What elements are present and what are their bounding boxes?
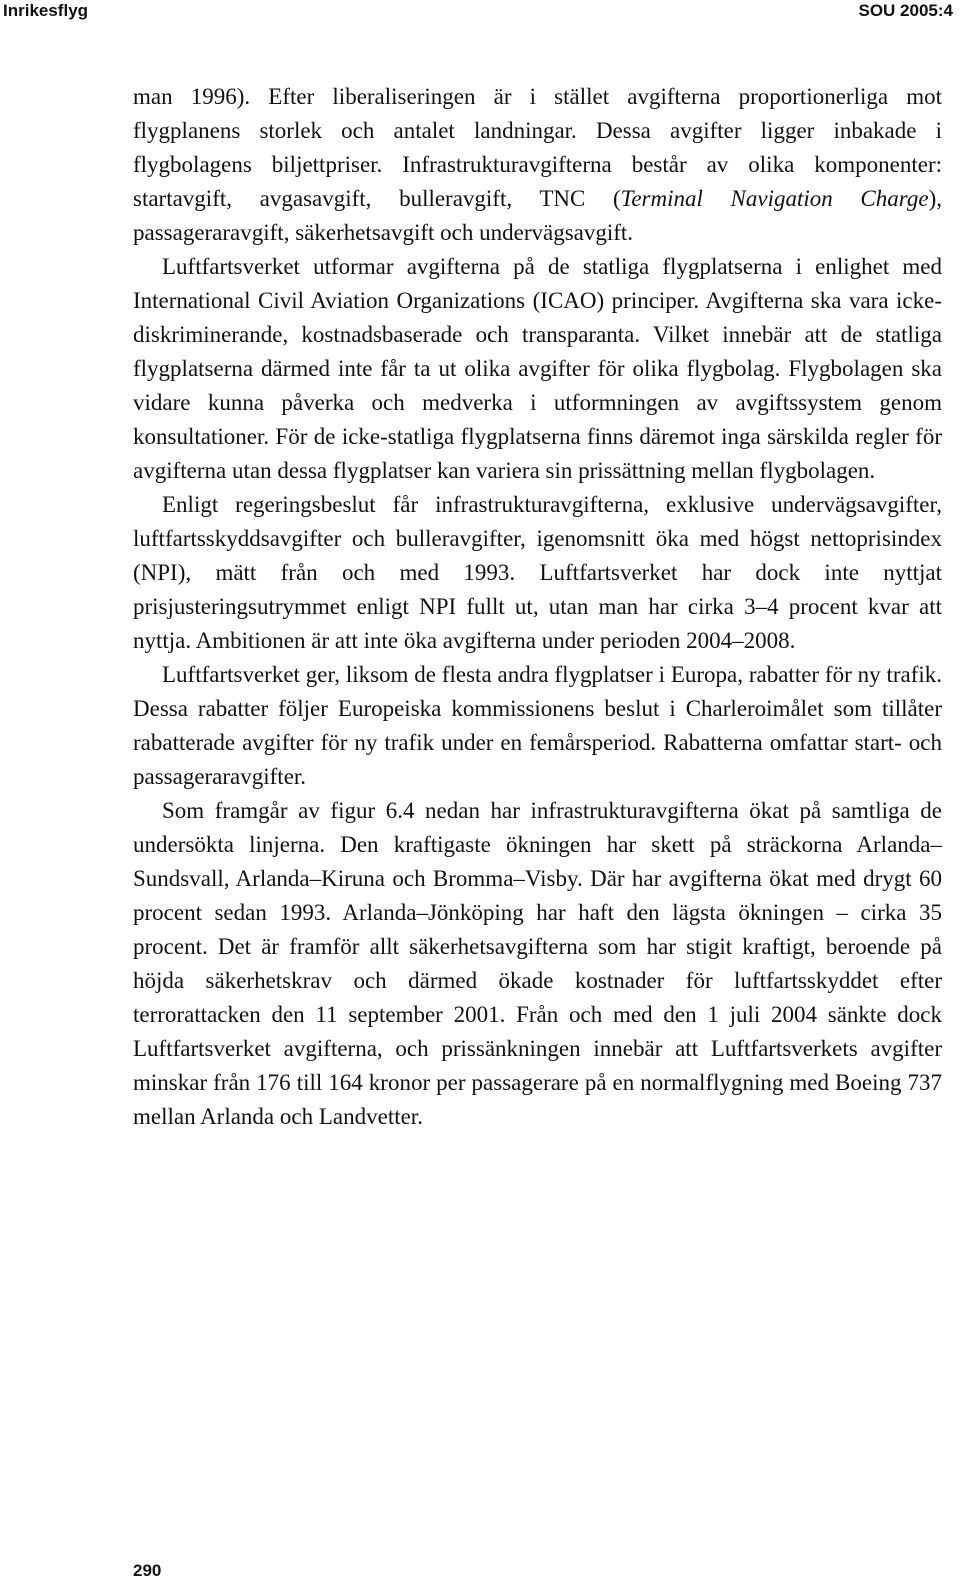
paragraph-1-text-end: ), passageraravgift, säkerhetsavgift och undervägsavgift. bbox=[133, 186, 942, 245]
paragraph-3: Enligt regeringsbeslut får infrastrukturavgifterna, exklusive undervägsavgifter, luftfartsskyddsavgifter och bulleravgifter, igenomsnitt öka med högst nettoprisindex (NPI), mätt från och med 1993. Luftfartsverket har dock inte nyttjat prisjusteringsutrymmet enligt NPI fullt ut, utan man har cirka 3–4 procent kvar att nyttja. Ambitionen är att inte öka avgifterna under perioden 2004–2008. bbox=[133, 492, 942, 653]
header-section-title: Inrikesflyg bbox=[3, 1, 89, 20]
paragraph-1 bbox=[133, 80, 942, 250]
paragraph-1-text-start: man 1996). Efter liberaliseringen är i stället avgifterna proportionerliga mot flygplanens storlek och antalet landningar. Dessa avgifter ligger inbakade i flygbolagens biljettpriser. Infrastrukturavgifterna består av olika komponenter: startavgift, avgasavgift, bulleravgift, TNC ( bbox=[133, 84, 942, 211]
running-header bbox=[0, 0, 960, 26]
paragraph-5: Som framgår av figur 6.4 nedan har infrastrukturavgifterna ökat på samtliga de undersökta linjerna. Den kraftigaste ökningen har skett på sträckorna Arlanda–Sundsvall, Arlanda–Kiruna och Bromma–Visby. Där har avgifterna ökat med drygt 60 procent sedan 1993. Arlanda–Jönköping har haft den lägsta ökningen – cirka 35 procent. Det är framför allt säkerhetsavgifterna som har stigit kraftigt, beroende på höjda säkerhetskrav och därmed ökade kostnader för luftfartsskyddet efter terrorattacken den 11 september 2001. Från och med den 1 juli 2004 sänkte dock Luftfartsverket avgifterna, och prissänkningen innebär att Luftfartsverkets avgifter minskar från 176 till 164 kronor per passagerare på en normalflygning med Boeing 737 mellan Arlanda och Landvetter. bbox=[133, 798, 942, 1129]
paragraph-4: Luftfartsverket ger, liksom de flesta andra flygplatser i Europa, rabatter för ny trafik. Dessa rabatter följer Europeiska kommissionens beslut i Charleroimålet som tillåter rabatterade avgifter för ny trafik under en femårsperiod. Rabatterna omfattar start- och passageraravgifter. bbox=[133, 662, 942, 789]
body-text bbox=[133, 80, 942, 1134]
header-report-id: SOU 2005:4 bbox=[858, 1, 953, 20]
page-number: 290 bbox=[133, 1561, 162, 1580]
paragraph-1-italic-term: Terminal Navigation Charge bbox=[620, 186, 929, 211]
paragraph-2: Luftfartsverket utformar avgifterna på de statliga flygplatserna i enlighet med International Civil Aviation Organizations (ICAO) principer. Avgifterna ska vara icke-diskriminerande, kostnadsbaserade och transparanta. Vilket innebär att de statliga flygplatserna därmed inte får ta ut olika avgifter för olika flygbolag. Flygbolagen ska vidare kunna påverka och medverka i utformningen av avgiftssystem genom konsultationer. För de icke-statliga flygplatserna finns däremot inga särskilda regler för avgifterna utan dessa flygplatser kan variera sin prissättning mellan flygbolagen. bbox=[133, 254, 942, 483]
